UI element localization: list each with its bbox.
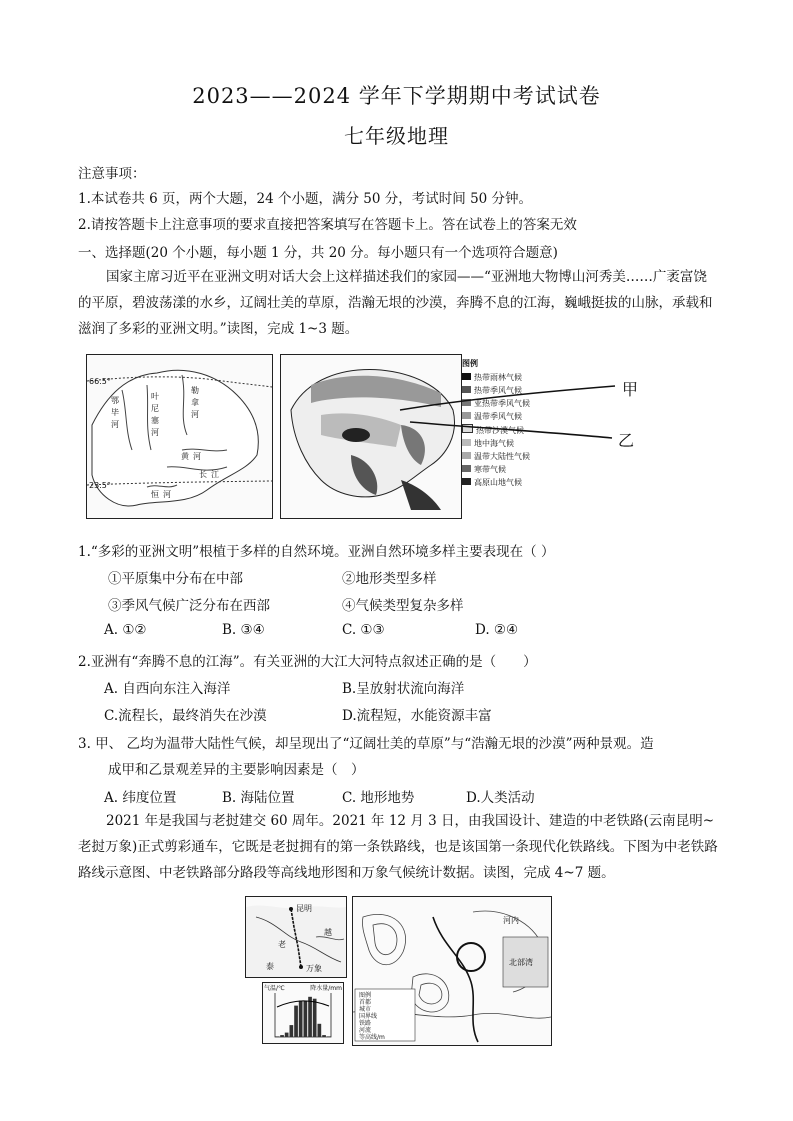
river-label: 毕	[111, 408, 119, 417]
country-label-thailand: 泰	[266, 962, 274, 971]
river-label: 黄	[181, 452, 189, 461]
precip-bar	[304, 1001, 308, 1038]
legend-item: 寒带气候	[462, 464, 558, 475]
precip-bar	[276, 1036, 280, 1037]
q3-stem-line-2: 成甲和乙景观差异的主要影响因素是（ ）	[108, 762, 365, 778]
river-label: 尼	[151, 404, 159, 413]
q2-option-d[interactable]: D.流程短，水能资源丰富	[342, 708, 492, 724]
precip-bar	[290, 1025, 294, 1037]
precip-bar	[318, 1024, 322, 1037]
q1-stem: 1.“多彩的亚洲文明”根植于多样的自然环境。亚洲自然环境多样主要表现在（ ）	[78, 544, 555, 560]
precip-bar	[294, 1006, 298, 1037]
river-label: 河	[163, 490, 171, 499]
river-label: 叶	[151, 392, 159, 401]
q3-option-a[interactable]: A. 纬度位置	[104, 790, 177, 806]
legend-item: 热带雨林气候	[462, 372, 558, 383]
asia-river-map	[86, 354, 273, 519]
legend-item: 温带大陆性气候	[462, 451, 558, 462]
q2-option-a[interactable]: A. 自西向东注入海洋	[104, 681, 231, 697]
q3-option-c[interactable]: C. 地形地势	[342, 790, 415, 806]
precip-bar	[299, 1001, 303, 1038]
q2-option-c[interactable]: C.流程长，最终消失在沙漠	[104, 708, 267, 724]
q1-statement-1: ①平原集中分布在中部	[108, 571, 243, 587]
chart-axis-temp: 气温/℃	[264, 985, 285, 992]
q1-statement-2: ②地形类型多样	[342, 571, 437, 587]
contour-topographic-map	[352, 896, 552, 1046]
country-label-laos: 老	[278, 940, 286, 949]
label-hanoi: 河内	[503, 916, 519, 925]
q1-statement-4: ④气候类型复杂多样	[342, 598, 464, 614]
river-label: 塞	[151, 416, 159, 425]
river-label: 河	[111, 420, 119, 429]
q1-option-a[interactable]: A. ①②	[104, 622, 147, 638]
precip-bar	[313, 999, 317, 1037]
contour-map-legend: 图例 首都 城市 国界线 铁路 河流 等高线/m	[359, 992, 385, 1041]
q2-option-b[interactable]: B.呈放射状流向海洋	[342, 681, 465, 697]
river-label: 勒	[191, 386, 199, 395]
river-label: 江	[211, 470, 219, 479]
notice-item-2: 2.请按答题卡上注意事项的要求直接把答案填写在答题卡上。答在试卷上的答案无效	[78, 217, 577, 233]
legend-item: 热带季风气候	[462, 385, 558, 396]
annotation-lines	[380, 380, 620, 450]
chart-axes	[275, 993, 331, 1037]
precip-bar	[308, 997, 312, 1037]
chart-axis-precip: 降水量/mm	[310, 985, 342, 992]
river-label: 河	[151, 428, 159, 437]
q2-stem: 2.亚洲有“奔腾不息的江海”。有关亚洲的大江大河特点叙述正确的是（ ）	[78, 654, 537, 670]
river-label: 鄂	[111, 396, 119, 405]
exam-subject: 七年级地理	[344, 124, 449, 148]
city-label-vientiane: 万象	[306, 964, 322, 973]
q1-option-b[interactable]: B. ③④	[222, 622, 265, 638]
section-1-heading: 一、选择题(20 个小题，每小题 1 分，共 20 分。每小题只有一个选项符合题意)	[78, 245, 558, 261]
legend-item: 亚热带季风气候	[462, 398, 558, 409]
river-label: 拿	[191, 398, 199, 407]
precip-bar	[327, 1036, 331, 1037]
precip-bar	[285, 1033, 289, 1037]
river-label: 恒	[151, 490, 159, 499]
country-label-vietnam: 越	[324, 928, 332, 937]
legend-item: 温带季风气候	[462, 411, 558, 422]
railway-route-map	[245, 896, 347, 978]
latitude-label-665: 66.5°	[89, 377, 111, 386]
label-beibu-gulf: 北部湾	[509, 958, 533, 967]
city-label-kunming: 昆明	[296, 904, 312, 913]
passage-2: 2021 年是我国与老挝建交 60 周年。2021 年 12 月 3 日，由我国设计、建造的中老铁路(云南昆明~老挝万象)正式剪彩通车，它既是老挝拥有的第一条铁路线，也是该国第一条现代化铁路线。下图为中老铁路路线示意图、中老铁路部分路段等高线地形图和万象气候统计数据。读图，完成 4~7 题。	[78, 813, 718, 881]
q1-option-d[interactable]: D. ②④	[475, 622, 519, 638]
q3-option-d[interactable]: D.人类活动	[466, 790, 535, 806]
annotation-jia: 甲	[622, 380, 639, 399]
legend-item: 地中海气候	[462, 438, 558, 449]
river-label: 长	[199, 470, 207, 479]
legend-title: 图例	[462, 359, 478, 368]
passage-1: 国家主席习近平在亚洲文明对话大会上这样描述我们的家园——“亚洲地大物博山河秀美……广袤富饶的平原，碧波荡漾的水乡，辽阔壮美的草原，浩瀚无垠的沙漠，奔腾不息的江海，巍峨挺拔的山脉，承载和滋润了多彩的亚洲文明。”读图，完成 1~3 题。	[78, 269, 713, 337]
legend-item: 热带沙漠气候	[462, 424, 558, 436]
annotation-yi: 乙	[618, 431, 635, 450]
notice-heading: 注意事项：	[78, 166, 146, 182]
precip-bar	[322, 1035, 326, 1037]
precip-bar	[280, 1035, 284, 1037]
vientiane-climate-chart	[262, 982, 344, 1044]
temperature-curve	[277, 1001, 329, 1007]
q1-option-c[interactable]: C. ①③	[342, 622, 385, 638]
q3-stem-line-1: 3. 甲、 乙均为温带大陆性气候，却呈现出了“辽阔壮美的草原”与“浩瀚无垠的沙漠”两种景观。造	[78, 736, 654, 752]
notice-item-1: 1.本试卷共 6 页，两个大题，24 个小题，满分 50 分，考试时间 50 分钟。	[78, 191, 533, 207]
q3-option-b[interactable]: B. 海陆位置	[222, 790, 295, 806]
q1-statement-3: ③季风气候广泛分布在西部	[108, 598, 270, 614]
river-label: 河	[191, 410, 199, 419]
exam-title: 2023——2024 学年下学期期中考试试卷	[192, 84, 601, 108]
latitude-label-235: 23.5°	[89, 481, 111, 490]
river-label: 河	[193, 452, 201, 461]
legend-item: 高原山地气候	[462, 477, 558, 488]
